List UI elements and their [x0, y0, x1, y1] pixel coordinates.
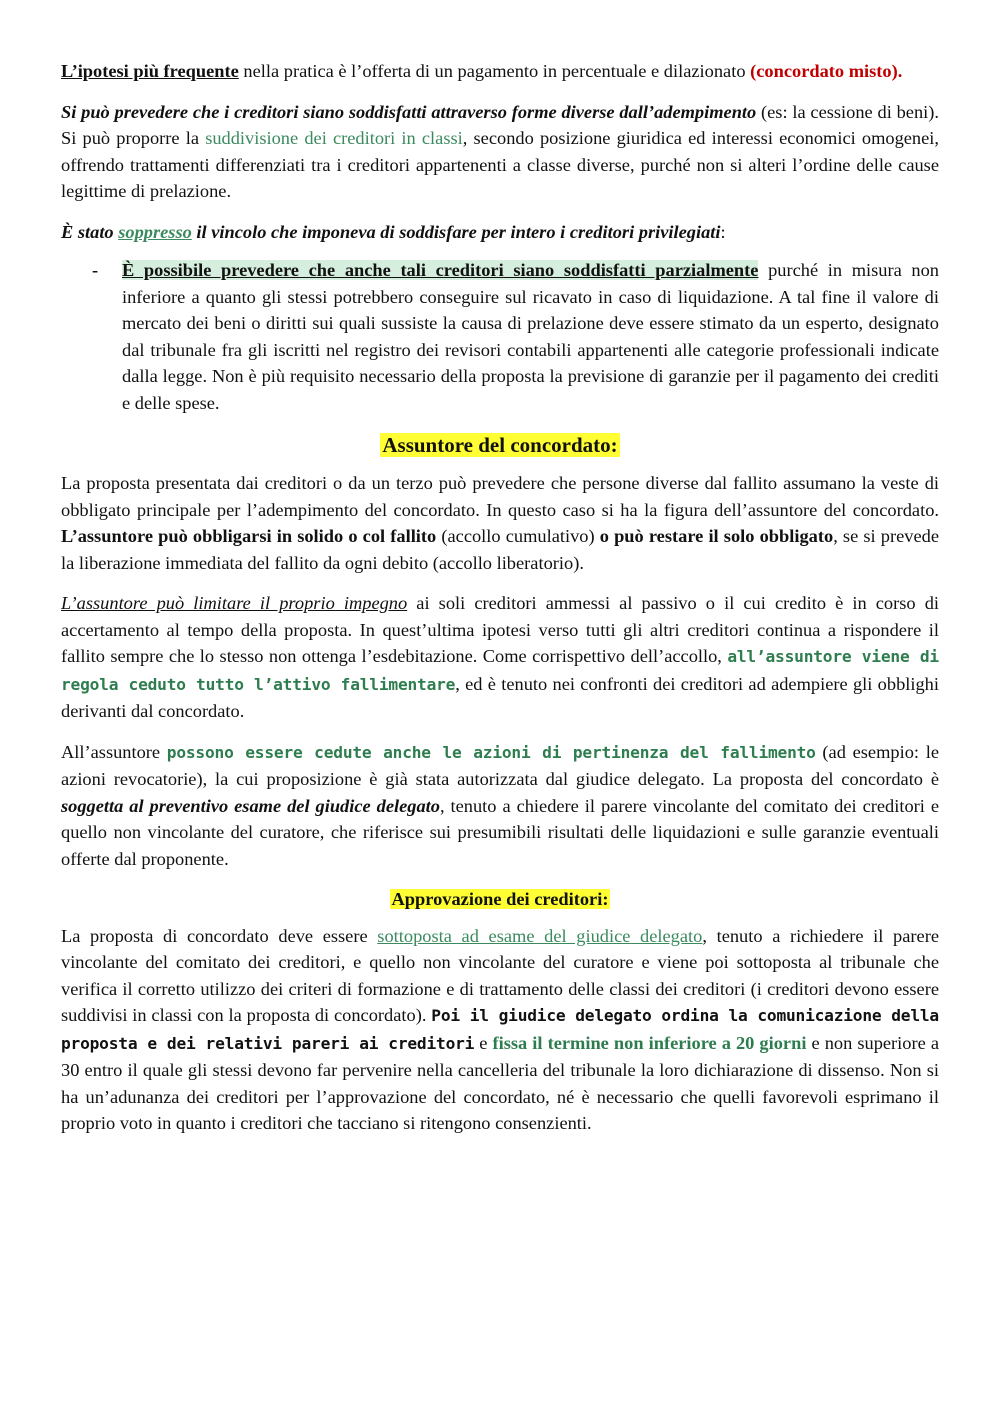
phrase-solo-obbligato: o può restare il solo obbligato	[599, 526, 834, 546]
text-run: (accollo cumulativo)	[436, 526, 600, 546]
paragraph-approvazione	[61, 923, 939, 1137]
paragraph-limitare-impegno	[61, 590, 939, 725]
text-run: , ed è tenuto nei confronti dei creditori ad adempiere gli obblighi derivanti dal concordato.	[61, 673, 939, 721]
text-run: È stato	[61, 221, 119, 242]
paragraph-assuntore	[61, 470, 939, 576]
phrase-obbligarsi-in-solido: L’assuntore può obbligarsi in solido o col fallito	[61, 526, 437, 546]
text-run: (es: la cessione di beni). Si può proporre la	[61, 101, 939, 148]
text-run: La proposta presentata dai creditori o da un terzo può prevedere che persone diverse dal fallito assumano la veste di obbligato principale per l’adempimento del concordato. In questo caso si ha la figura dell’assuntore del concordato.	[61, 473, 939, 520]
phrase-suddivisione-classi: suddivisione dei creditori in classi	[205, 128, 463, 148]
heading-approvazione-text: Approvazione dei creditori:	[391, 889, 609, 909]
text-run: (ad esempio: le azioni revocatorie), la cui proposizione è già stata autorizzata dal giudice delegato. La proposta del concordato è	[61, 741, 939, 789]
text-run: , secondo posizione giuridica ed interessi economici omogenei, offrendo trattamenti differenziati tra i creditori appartenenti a classe diverse, purché non si alteri l’ordine delle cause legittime di prelazione.	[61, 128, 939, 201]
phrase-soddisfatti-parzialmente: È possibile prevedere che anche tali creditori siano soddisfatti parzialmente	[122, 260, 759, 280]
text-run: :	[720, 221, 726, 242]
text-run: , se si prevede la liberazione immediata del fallito da ogni debito (accollo liberatorio).	[61, 526, 939, 573]
text-run: All’assuntore	[61, 741, 167, 762]
text-run: ai soli creditori ammessi al passivo o il cui credito è in corso di accertamento al tempo della proposta. In quest’ultima ipotesi verso tutti gli altri creditori continua a rispondere il fallito sempre che lo stesso non ottenga l’esdebitazione. Come corrispettivo dell’accollo,	[61, 593, 939, 666]
phrase-attivo-fallimentare: all’assuntore viene di regola ceduto tutto l’attivo fallimentare	[61, 647, 939, 694]
phrase-preventivo-esame: soggetta al preventivo esame del giudice delegato	[61, 795, 440, 816]
list-item-soddisfatti-parzialmente	[61, 257, 939, 416]
list-dash: -	[92, 260, 99, 280]
text-run: e	[474, 1032, 493, 1053]
text-run: La proposta di concordato deve essere	[61, 925, 378, 946]
phrase-sottoposta-esame: sottoposta ad esame del giudice delegato	[377, 925, 703, 946]
paragraph-concordato-misto	[61, 58, 939, 85]
phrase-ipotesi: L’ipotesi più frequente	[61, 61, 239, 81]
phrase-forme-diverse: Si può prevedere che i creditori siano soddisfatti attraverso forme diverse dall’adempimento	[61, 101, 757, 122]
text-run: il vincolo che imponeva di soddisfare per intero i creditori privilegiati	[191, 221, 721, 242]
text-run: e non superiore a 30 entro il quale gli stessi devono far pervenire nella cancelleria del tribunale la loro dichiarazione di dissenso. Non si ha un’adunanza dei creditori per l’approvazione del concordato, né è necessario che quelli favorevoli esprimano il proprio voto in quanto i creditori che tacciano si ritengono consenzienti.	[61, 1032, 939, 1133]
text-run: , tenuto a richiedere il parere vincolante del comitato dei creditori, e quello non vincolante del curatore e viene poi sottoposta al tribunale che verifica il corretto utilizzo dei criteri di formazione e di trattamento delle classi dei creditori (i creditori devono essere suddivisi in classi con la proposta di concordato).	[61, 925, 939, 1025]
phrase-concordato-misto: (concordato misto).	[750, 61, 903, 81]
phrase-soppresso: soppresso	[118, 221, 192, 242]
heading-approvazione	[61, 886, 939, 913]
paragraph-azioni-pertinenza	[61, 739, 939, 873]
text-run: purché in misura non inferiore a quanto gli stessi potrebbero conseguire sul ricavato in caso di liquidazione. A tal fine il valore di mercato dei beni o diritti sui quali sussiste la causa di prelazione deve essere stimato da un esperto, designato dal tribunale fra gli iscritti nel registro dei revisori contabili appartenenti alle categorie professionali indicate dalla legge. Non è più requisito necessario della proposta la previsione di garanzie per il pagamento dei crediti e delle spese.	[122, 260, 939, 413]
phrase-comunicazione-proposta: Poi il giudice delegato ordina la comunicazione della proposta e dei relativi pareri ai creditori	[61, 1006, 939, 1053]
paragraph-forme-diverse	[61, 99, 939, 205]
text-run: nella pratica è l’offerta di un pagamento in percentuale e dilazionato	[238, 61, 751, 81]
phrase-limitare-impegno: L’assuntore può limitare il proprio impegno	[61, 593, 408, 613]
paragraph-vincolo-soppresso	[61, 219, 939, 246]
heading-assuntore	[61, 430, 939, 460]
phrase-termine-20-giorni: fissa il termine non inferiore a 20 giorni	[492, 1032, 807, 1053]
text-run: , tenuto a chiedere il parere vincolante del comitato dei creditori e quello non vincolante del curatore, che riferisce sui presumibili risultati delle liquidazioni e sulle garanzie eventuali offerte dal proponente.	[61, 795, 939, 869]
phrase-azioni-pertinenza: possono essere cedute anche le azioni di pertinenza del fallimento	[166, 742, 816, 762]
heading-assuntore-text: Assuntore del concordato:	[382, 433, 618, 457]
